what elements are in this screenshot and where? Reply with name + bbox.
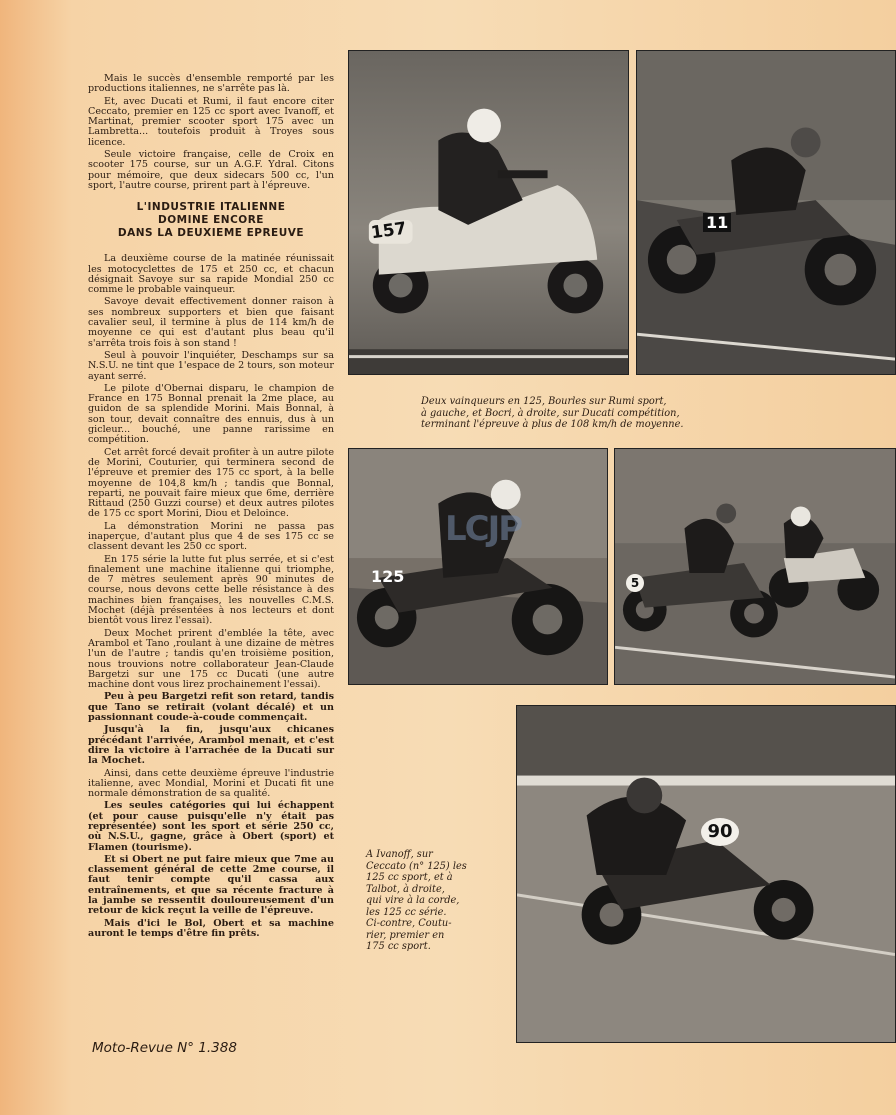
article-paragraph: La démonstration Morini ne passa pas inaperçue, d'autant plus que 4 de ses 175 cc se classent devant les 250 cc sport.	[88, 520, 334, 553]
article-body	[88, 254, 334, 939]
article-paragraph: Le pilote d'Obernai disparu, le champion de France en 175 Bonnal prenait la 2me place, au guidon de sa splendide Morini. Mais Bonnal, à son tour, devait connaître des ennuis, dus à un gicleur... bouché, une panne rarissime en compétition.	[88, 382, 334, 446]
photo-motorcycle-11	[636, 50, 896, 375]
article-paragraph: Mais d'ici le Bol, Obert et sa machine auront le temps d'être fin prêts.	[88, 917, 334, 939]
race-number: 90	[701, 818, 739, 846]
article-paragraph: Deux Mochet prirent d'emblée la tête, avec Arambol et Tano ,roulant à une dizaine de mètres l'un de l'autre ; tandis qu'en troisième position, nous trouvions notre collaborateur Jean-Claude Bargetzi sur une 175 cc Ducati (une autre machine dont vous lirez prochainement l'essai).	[88, 627, 334, 691]
photo-two-motorcycles	[614, 448, 896, 685]
intro-block	[88, 74, 334, 191]
page-footer: Moto-Revue N° 1.388	[92, 1040, 237, 1056]
article-paragraph: En 175 série la lutte fut plus serrée, et si c'est finalement une machine italienne qui triomphe, de 7 mètres seulement après 90 minutes de course, nous devons cette belle résistance à des machines bien françaises, les nouvelles C.M.S. Mochet (déjà présentées à nos lecteurs et dont bientôt vous lirez l'essai).	[88, 553, 334, 627]
article-paragraph: Ainsi, dans cette deuxième épreuve l'industrie italienne, avec Mondial, Morini et Ducati fit une normale démonstration de sa qualité.	[88, 767, 334, 800]
article-paragraph: Les seules catégories qui lui échappent (et pour cause puisqu'elle n'y était pas représentée) sont les sport et série 250 cc, où N.S.U., gagne, grâce à Obert (sport) et Flamen (tourisme).	[88, 800, 334, 853]
article-paragraph: Cet arrêt forcé devait profiter à un autre pilote de Morini, Couturier, qui terminera second de l'épreuve et premier des 175 cc sport, à la belle moyenne de 104,8 km/h ; tandis que Bonnal, reparti, ne pouvait faire mieux que 6me, derrière Rittaud (250 Guzzi course) et deux autres pilotes de 175 cc sport Morini, Diou et Deloince.	[88, 446, 334, 520]
article-paragraph: Seul à pouvoir l'inquiéter, Deschamps sur sa N.S.U. ne tint que 1'espace de 2 tours, son moteur ayant serré.	[88, 349, 334, 382]
article-column	[88, 74, 334, 941]
race-number: 157	[369, 218, 408, 244]
photo-scooter-157	[348, 50, 629, 375]
race-number: 11	[703, 213, 731, 232]
photo-motorcycle-125	[348, 448, 608, 685]
race-number: 5	[626, 574, 644, 592]
intro-paragraph: Seule victoire française, celle de Croix en scooter 175 course, sur un A.G.F. Ydral. Citons pour mémoire, que deux sidecars 500 cc, l'un sport, l'autre course, prirent part à l'épreuve.	[88, 149, 334, 191]
race-number: 125	[371, 567, 405, 586]
watermark: LCJP	[445, 509, 522, 549]
photo-caption-top: Deux vainqueurs en 125, Bourles sur Rumi sport, à gauche, et Bocri, à droite, sur Ducati compétition, terminant l'épreuve à plus de 108 km/h de moyenne.	[421, 396, 684, 430]
article-paragraph: Jusqu'à la fin, jusqu'aux chicanes précédant l'arrivée, Arambol menait, et c'est dire la victoire à l'arrachée de la Ducati sur la Mochet.	[88, 724, 334, 767]
intro-paragraph: Mais le succès d'ensemble remporté par les productions italiennes, ne s'arrête pas là.	[88, 73, 334, 95]
article-paragraph: Et si Obert ne put faire mieux que 7me au classement général de cette 2me course, il faut tenir compte qu'il cassa aux entraînements, et que sa récente fracture à la jambe se ressentit douloureusement d'un retour de kick reçut la veille de l'épreuve.	[88, 853, 334, 917]
photo-caption-bottom: A Ivanoff, sur Ceccato (n° 125) les 125 cc sport, et à Talbot, à droite, qui vire à la corde, les 125 cc série. Ci-contre, Coutu- rier, premier en 175 cc sport.	[366, 849, 467, 952]
intro-paragraph: Et, avec Ducati et Rumi, il faut encore citer Ceccato, premier en 125 cc sport avec Ivanoff, et Martinat, premier scooter sport 175 avec un Lambretta... toutefois produit à Troyes sous licence.	[88, 95, 334, 148]
article-paragraph: La deuxième course de la matinée réunissait les motocyclettes de 175 et 250 cc, et chacun désignait Savoye sur sa rapide Mondial 250 cc comme le probable vainqueur.	[88, 253, 334, 296]
article-paragraph: Peu à peu Bargetzi refit son retard, tandis que Tano se retirait (volant décalé) et un passionnant coude-à-coude commençait.	[88, 691, 334, 724]
section-heading: L'INDUSTRIE ITALIENNE DOMINE ENCORE DANS LA DEUXIEME EPREUVE	[117, 201, 305, 240]
article-paragraph: Savoye devait effectivement donner raison à ses nombreux supporters et bien que faisant cavalier seul, il termine à plus de 114 km/h de moyenne ce qui est d'autant plus beau qu'il s'arrêta trois fois à son stand !	[88, 296, 334, 349]
photo-motorcycle-90	[516, 705, 896, 1043]
